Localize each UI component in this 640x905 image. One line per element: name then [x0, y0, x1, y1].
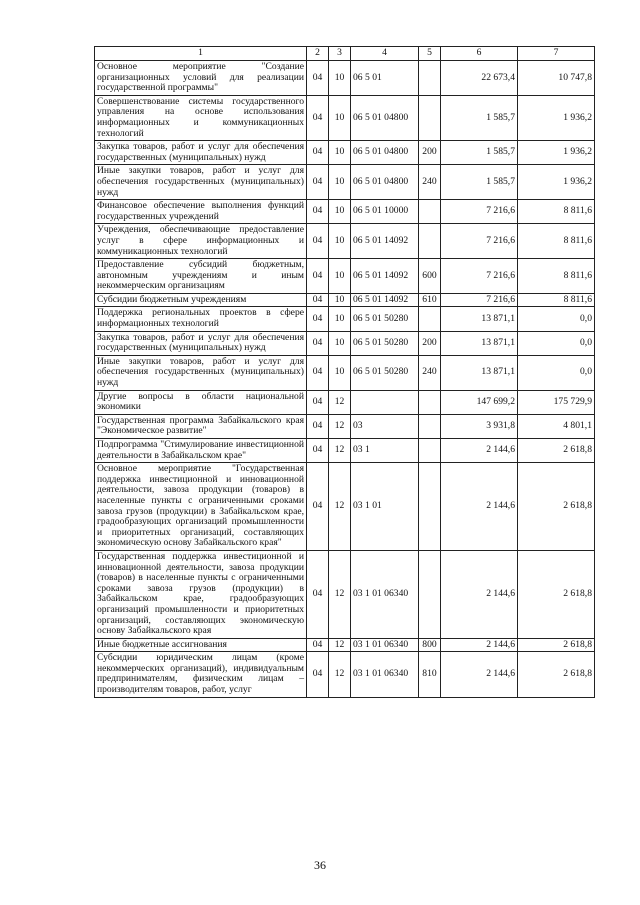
table-row	[95, 463, 595, 551]
row-expense-type-cell	[419, 95, 441, 140]
row-amount-year1-cell: 2 144,6	[441, 638, 518, 652]
header-cell: 5	[419, 47, 441, 61]
table-row	[95, 439, 595, 463]
header-cell: 4	[351, 47, 419, 61]
row-expense-type-cell	[419, 463, 441, 551]
row-subsection-cell: 12	[329, 390, 351, 414]
row-target-article-cell: 06 5 01 04800	[351, 95, 419, 140]
page-number: 36	[314, 858, 326, 872]
row-expense-type-cell: 240	[419, 165, 441, 200]
row-amount-year2-cell: 8 811,6	[518, 293, 595, 307]
row-target-article-cell: 06 5 01 50280	[351, 331, 419, 355]
row-expense-type-cell: 610	[419, 293, 441, 307]
row-subsection-cell: 10	[329, 331, 351, 355]
row-expense-type-cell	[419, 550, 441, 638]
row-target-article-cell: 03 1 01	[351, 463, 419, 551]
row-name-cell: Подпрограмма "Стимулирование инвестиционной деятельности в Забайкальском крае"	[95, 439, 307, 463]
row-amount-year1-cell: 2 144,6	[441, 550, 518, 638]
row-name-cell: Иные закупки товаров, работ и услуг для обеспечения государственных (муниципальных) нужд	[95, 165, 307, 200]
row-section-cell: 04	[307, 439, 329, 463]
row-target-article-cell: 03 1 01 06340	[351, 638, 419, 652]
row-amount-year2-cell: 0,0	[518, 331, 595, 355]
row-target-article-cell: 06 5 01 50280	[351, 355, 419, 390]
row-expense-type-cell: 600	[419, 259, 441, 294]
row-target-article-cell	[351, 390, 419, 414]
row-amount-year2-cell: 0,0	[518, 307, 595, 331]
row-expense-type-cell	[419, 61, 441, 96]
table-row	[95, 652, 595, 697]
row-amount-year2-cell: 8 811,6	[518, 259, 595, 294]
header-cell: 1	[95, 47, 307, 61]
row-subsection-cell: 10	[329, 165, 351, 200]
row-section-cell: 04	[307, 414, 329, 438]
header-cell: 6	[441, 47, 518, 61]
row-section-cell: 04	[307, 200, 329, 224]
row-expense-type-cell: 240	[419, 355, 441, 390]
table-row	[95, 390, 595, 414]
row-expense-type-cell	[419, 224, 441, 259]
row-target-article-cell: 06 5 01 14092	[351, 224, 419, 259]
table-row	[95, 293, 595, 307]
row-subsection-cell: 10	[329, 61, 351, 96]
row-target-article-cell: 06 5 01 14092	[351, 293, 419, 307]
row-amount-year2-cell: 2 618,8	[518, 550, 595, 638]
header-cell: 2	[307, 47, 329, 61]
row-amount-year1-cell: 7 216,6	[441, 259, 518, 294]
row-target-article-cell: 06 5 01 10000	[351, 200, 419, 224]
row-amount-year1-cell: 1 585,7	[441, 95, 518, 140]
row-expense-type-cell	[419, 390, 441, 414]
row-name-cell: Государственная поддержка инвестиционной и инновационной деятельности, завоза продукции (товаров) в населенные пункты с ограниченными сроками завоза грузов (продукции) в Забайкальском крае, градообразующих организаций промышленности и приоритетных организаций, составляющих экономическую основу Забайкальского края	[95, 550, 307, 638]
row-expense-type-cell	[419, 200, 441, 224]
row-name-cell: Закупка товаров, работ и услуг для обеспечения государственных (муниципальных) нужд	[95, 331, 307, 355]
row-section-cell: 04	[307, 95, 329, 140]
row-amount-year1-cell: 7 216,6	[441, 224, 518, 259]
row-expense-type-cell: 200	[419, 331, 441, 355]
row-amount-year1-cell: 2 144,6	[441, 652, 518, 697]
row-target-article-cell: 06 5 01 14092	[351, 259, 419, 294]
row-name-cell: Совершенствование системы государственного управления на основе использования информационных и коммуникационных технологий	[95, 95, 307, 140]
row-subsection-cell: 10	[329, 293, 351, 307]
row-amount-year1-cell: 13 871,1	[441, 331, 518, 355]
row-subsection-cell: 10	[329, 200, 351, 224]
row-subsection-cell: 10	[329, 141, 351, 165]
row-name-cell: Субсидии юридическим лицам (кроме некоммерческих организаций), индивидуальным предпринимателям, физическим лицам – производителям товаров, работ, услуг	[95, 652, 307, 697]
table-header-row	[95, 47, 595, 61]
row-name-cell: Закупка товаров, работ и услуг для обеспечения государственных (муниципальных) нужд	[95, 141, 307, 165]
row-subsection-cell: 10	[329, 224, 351, 259]
row-amount-year2-cell: 0,0	[518, 355, 595, 390]
row-section-cell: 04	[307, 259, 329, 294]
row-name-cell: Субсидии бюджетным учреждениям	[95, 293, 307, 307]
row-subsection-cell: 12	[329, 439, 351, 463]
table-row	[95, 638, 595, 652]
row-target-article-cell: 06 5 01 04800	[351, 165, 419, 200]
row-section-cell: 04	[307, 638, 329, 652]
row-section-cell: 04	[307, 355, 329, 390]
row-target-article-cell: 06 5 01 50280	[351, 307, 419, 331]
header-cell: 3	[329, 47, 351, 61]
row-amount-year2-cell: 2 618,8	[518, 652, 595, 697]
row-amount-year1-cell: 1 585,7	[441, 165, 518, 200]
row-name-cell: Другие вопросы в области национальной экономики	[95, 390, 307, 414]
row-subsection-cell: 10	[329, 95, 351, 140]
row-subsection-cell: 10	[329, 355, 351, 390]
table-row	[95, 200, 595, 224]
row-name-cell: Иные бюджетные ассигнования	[95, 638, 307, 652]
row-name-cell: Учреждения, обеспечивающие предоставление услуг в сфере информационных и коммуникационных технологий	[95, 224, 307, 259]
budget-table	[94, 46, 595, 698]
row-section-cell: 04	[307, 165, 329, 200]
row-amount-year2-cell: 1 936,2	[518, 141, 595, 165]
row-amount-year1-cell: 13 871,1	[441, 355, 518, 390]
row-amount-year2-cell: 2 618,8	[518, 439, 595, 463]
table-row	[95, 259, 595, 294]
row-section-cell: 04	[307, 141, 329, 165]
row-amount-year1-cell: 22 673,4	[441, 61, 518, 96]
row-name-cell: Предоставление субсидий бюджетным, автономным учреждениям и иным некоммерческим организациям	[95, 259, 307, 294]
row-name-cell: Поддержка региональных проектов в сфере информационных технологий	[95, 307, 307, 331]
table-row	[95, 414, 595, 438]
row-expense-type-cell: 200	[419, 141, 441, 165]
row-section-cell: 04	[307, 652, 329, 697]
row-section-cell: 04	[307, 61, 329, 96]
table-row	[95, 61, 595, 96]
row-amount-year1-cell: 13 871,1	[441, 307, 518, 331]
row-amount-year1-cell: 3 931,8	[441, 414, 518, 438]
row-amount-year1-cell: 7 216,6	[441, 200, 518, 224]
row-subsection-cell: 10	[329, 259, 351, 294]
row-amount-year2-cell: 175 729,9	[518, 390, 595, 414]
row-amount-year2-cell: 8 811,6	[518, 200, 595, 224]
row-section-cell: 04	[307, 307, 329, 331]
row-amount-year2-cell: 8 811,6	[518, 224, 595, 259]
row-subsection-cell: 12	[329, 414, 351, 438]
row-subsection-cell: 12	[329, 652, 351, 697]
table-row	[95, 355, 595, 390]
row-amount-year2-cell: 10 747,8	[518, 61, 595, 96]
row-amount-year2-cell: 1 936,2	[518, 165, 595, 200]
row-section-cell: 04	[307, 463, 329, 551]
row-name-cell: Государственная программа Забайкальского края "Экономическое развитие"	[95, 414, 307, 438]
row-subsection-cell: 10	[329, 307, 351, 331]
row-name-cell: Иные закупки товаров, работ и услуг для обеспечения государственных (муниципальных) нужд	[95, 355, 307, 390]
row-target-article-cell: 06 5 01	[351, 61, 419, 96]
row-target-article-cell: 03	[351, 414, 419, 438]
row-target-article-cell: 03 1 01 06340	[351, 550, 419, 638]
table-row	[95, 331, 595, 355]
row-subsection-cell: 12	[329, 638, 351, 652]
row-section-cell: 04	[307, 224, 329, 259]
row-section-cell: 04	[307, 331, 329, 355]
row-target-article-cell: 03 1	[351, 439, 419, 463]
table-row	[95, 224, 595, 259]
row-expense-type-cell: 800	[419, 638, 441, 652]
table-row	[95, 165, 595, 200]
row-expense-type-cell: 810	[419, 652, 441, 697]
row-section-cell: 04	[307, 293, 329, 307]
row-amount-year2-cell: 2 618,8	[518, 463, 595, 551]
row-amount-year2-cell: 4 801,1	[518, 414, 595, 438]
table-row	[95, 550, 595, 638]
row-expense-type-cell	[419, 307, 441, 331]
row-target-article-cell: 06 5 01 04800	[351, 141, 419, 165]
row-amount-year2-cell: 2 618,8	[518, 638, 595, 652]
header-cell: 7	[518, 47, 595, 61]
row-amount-year2-cell: 1 936,2	[518, 95, 595, 140]
row-amount-year1-cell: 2 144,6	[441, 439, 518, 463]
row-amount-year1-cell: 1 585,7	[441, 141, 518, 165]
row-name-cell: Финансовое обеспечение выполнения функций государственных учреждений	[95, 200, 307, 224]
row-amount-year1-cell: 7 216,6	[441, 293, 518, 307]
row-expense-type-cell	[419, 414, 441, 438]
table-row	[95, 141, 595, 165]
table-row	[95, 307, 595, 331]
table-row	[95, 95, 595, 140]
row-amount-year1-cell: 147 699,2	[441, 390, 518, 414]
row-name-cell: Основное мероприятие "Создание организационных условий для реализации государственной программы"	[95, 61, 307, 96]
row-section-cell: 04	[307, 550, 329, 638]
row-section-cell: 04	[307, 390, 329, 414]
row-name-cell: Основное мероприятие "Государственная поддержка инвестиционной и инновационной деятельности, завоза продукции (товаров) в населенные пункты с ограниченными сроками завоза грузов (продукции) в Забайкальском крае, градообразующих организаций промышленности и приоритетных организаций, составляющих экономическую основу Забайкальского края"	[95, 463, 307, 551]
row-subsection-cell: 12	[329, 463, 351, 551]
row-subsection-cell: 12	[329, 550, 351, 638]
row-expense-type-cell	[419, 439, 441, 463]
row-target-article-cell: 03 1 01 06340	[351, 652, 419, 697]
row-amount-year1-cell: 2 144,6	[441, 463, 518, 551]
